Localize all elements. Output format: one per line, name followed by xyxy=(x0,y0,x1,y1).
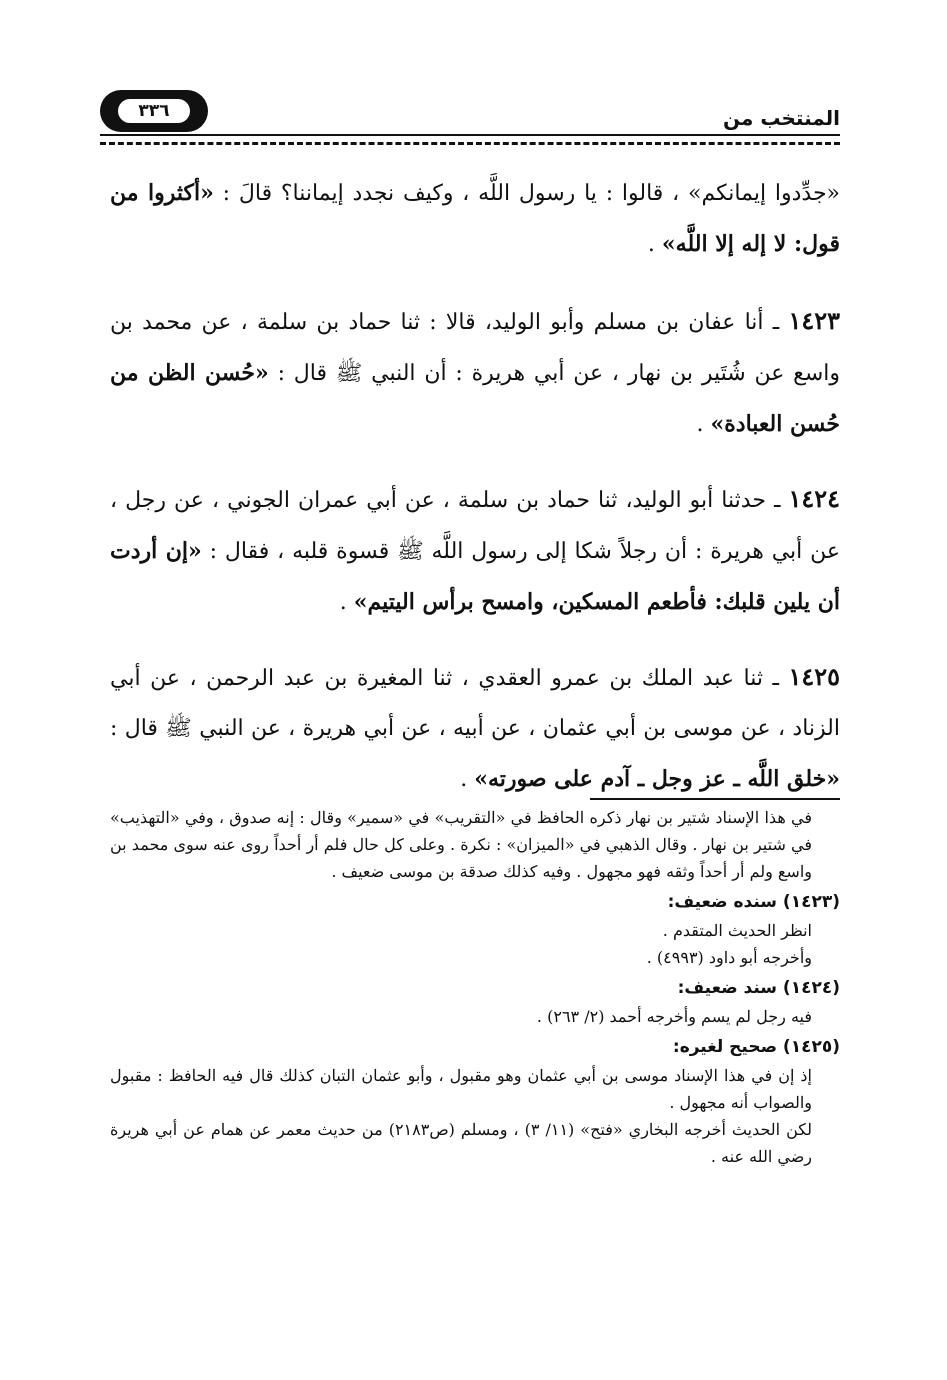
footnote-intro: في هذا الإسناد شتير بن نهار ذكره الحافظ في «التقريب» في «سمير» وقال : إنه صدوق ، وفي «التهذيب» في شتير بن نهار . وقال الذهبي في «الميزان» : نكرة . وعلى كل حال فلم أر أحداً روى عنه سوى محمد بن واسع ولم أر أحداً وثقه فهو مجهول . وفيه كذلك صدقة بن موسى ضعيف . xyxy=(110,808,812,881)
footnote-1425-a: إذ إن في هذا الإسناد موسى بن أبي عثمان وهو مقبول ، وأبو عثمان التبان كذلك قال فيه الحافظ : مقبول والصواب أنه مجهول . xyxy=(110,1066,812,1112)
footnotes xyxy=(110,804,840,1170)
hadith-end: . xyxy=(460,767,475,792)
hadith-1424 xyxy=(110,474,840,628)
grade-1423: (١٤٢٣) سنده ضعيف: xyxy=(667,892,840,912)
grade-1425: (١٤٢٥) صحيح لغيره: xyxy=(672,1037,840,1057)
hadith-end: . xyxy=(339,590,354,615)
header-rule xyxy=(100,134,840,136)
continuation-end: . xyxy=(647,232,662,257)
hadith-1425 xyxy=(110,652,840,805)
hadith-matn: «خلق اللَّه ـ عز وجل ـ آدم على صورته» xyxy=(474,766,840,792)
page-number: ٣٣٦ xyxy=(118,99,190,123)
hadith-chain: ـ أنا عفان بن مسلم وأبو الوليد، قالا : ثنا حماد بن سلمة ، عن محمد بن واسع عن شُتَير بن نهار ، عن أبي هريرة : أن النبي ﷺ قال : xyxy=(110,310,841,386)
hadith-1423 xyxy=(110,296,840,450)
page-header xyxy=(100,86,840,146)
footnote-1423-a: انظر الحديث المتقدم . xyxy=(662,921,812,940)
header-dashed-rule xyxy=(100,142,840,145)
hadith-number: ١٤٢٤ xyxy=(788,484,840,513)
main-text xyxy=(110,168,840,829)
footnote-separator xyxy=(590,798,840,800)
hadith-number: ١٤٢٣ xyxy=(788,306,840,335)
hadith-matn: «إن أردت أن يلين قلبك: فأطعم المسكين، وامسح برأس اليتيم» xyxy=(110,538,840,615)
grade-1424: (١٤٢٤) سند ضعيف: xyxy=(677,978,840,998)
footnote-1424: فيه رجل لم يسم وأخرجه أحمد (٢/ ٢٦٣) . xyxy=(536,1007,812,1026)
page-number-badge xyxy=(100,90,208,132)
hadith-chain: ـ حدثنا أبو الوليد، ثنا حماد بن سلمة ، عن أبي عمران الجوني ، عن رجل ، عن أبي هريرة : أن رجلاً شكا إلى رسول اللَّه ﷺ قسوة قلبه ، فقال : xyxy=(110,488,841,564)
hadith-number: ١٤٢٥ xyxy=(788,662,840,691)
hadith-chain: ـ ثنا عبد الملك بن عمرو العقدي ، ثنا المغيرة بن عبد الرحمن ، عن أبي الزناد ، عن موسى بن أبي عثمان ، عن أبيه ، عن أبي هريرة ، عن النبي ﷺ قال : xyxy=(110,666,840,741)
hadith-end: . xyxy=(696,412,711,437)
hadith-matn: «حُسن الظن من حُسن العبادة» xyxy=(110,360,840,437)
running-title: المنتخب من xyxy=(722,106,840,130)
continuation-text: «جدِّدوا إيمانكم» ، قالوا : يا رسول اللَّه ، وكيف نجدد إيماننا؟ قالَ : xyxy=(213,181,841,206)
continuation-paragraph xyxy=(110,168,840,270)
footnote-1423-b: وأخرجه أبو داود (٤٩٩٣) . xyxy=(646,948,812,967)
continuation-quote: «أكثروا من قول: لا إله إلا اللَّه» xyxy=(110,180,840,257)
footnote-1425-b: لكن الحديث أخرجه البخاري «فتح» (١١/ ٣) ، ومسلم (ص٢١٨٣) من حديث معمر عن همام عن أبي هريرة رضي الله عنه . xyxy=(110,1120,813,1166)
